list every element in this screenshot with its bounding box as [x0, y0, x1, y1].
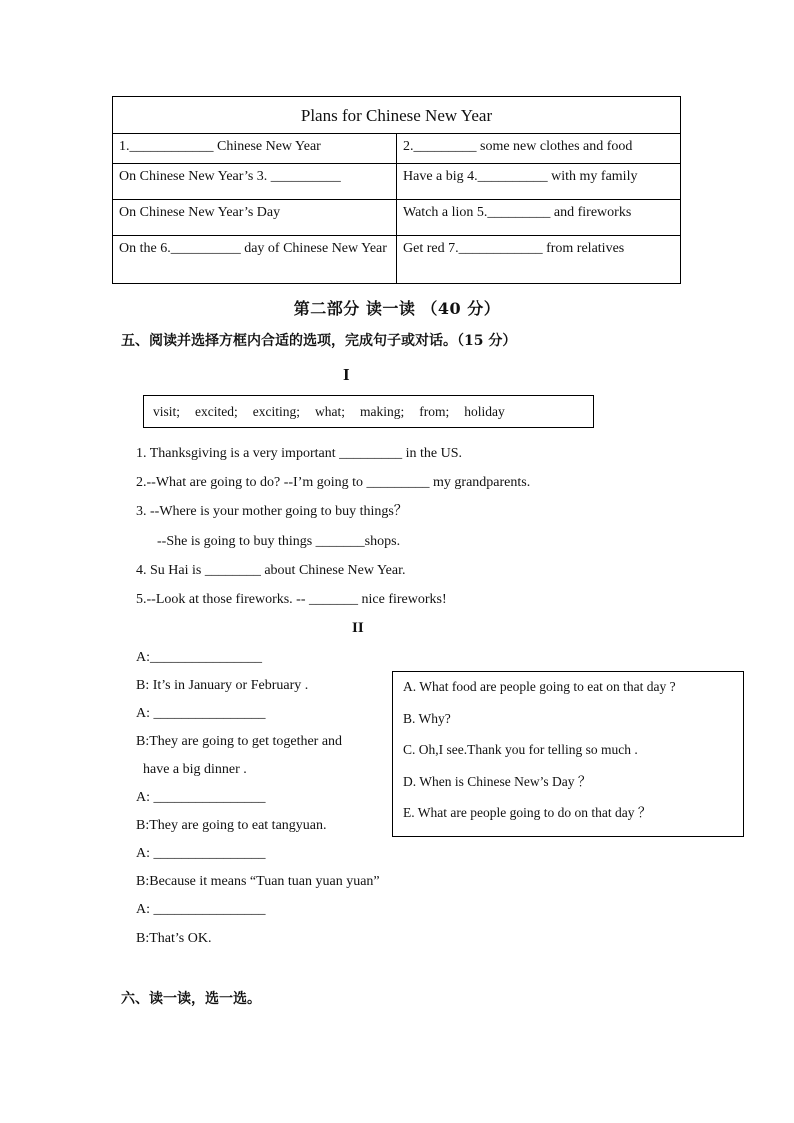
dialogue-line: A: ________________ — [136, 790, 266, 805]
table-cell: Watch a lion 5._________ and fireworks — [397, 200, 681, 236]
dialogue-line: B:Because it means “Tuan tuan yuan yuan” — [136, 874, 380, 889]
word-bank-item: excited; — [195, 403, 238, 419]
word-bank-item: from; — [419, 403, 450, 419]
part-two-title: 第二部分 读一读 （40 分） — [293, 299, 501, 318]
word-bank-item: visit; — [153, 403, 181, 419]
dialogue-line: A: ________________ — [136, 846, 266, 861]
word-bank-item: holiday — [464, 403, 505, 419]
word-bank-item: exciting; — [252, 403, 300, 419]
options-box — [392, 671, 744, 837]
table-cell: On the 6.__________ day of Chinese New Year — [113, 236, 397, 284]
section6-heading: 六、读一读，选一选。 — [121, 991, 261, 1007]
section5-heading: 五、阅读并选择方框内合适的选项，完成句子或对话。（15 分） — [121, 333, 517, 349]
part1-label: I — [343, 365, 350, 384]
sentence-3: 3. --Where is your mother going to buy things？ — [136, 504, 408, 519]
sentence-3-answer: --She is going to buy things _______shops. — [157, 534, 401, 549]
table-cell: 2._________ some new clothes and food — [397, 134, 681, 164]
dialogue-line: A: ________________ — [136, 902, 266, 917]
dialogue-line: B:They are going to eat tangyuan. — [136, 818, 327, 833]
option-a: A. What food are people going to eat on that day ? — [403, 679, 676, 694]
word-bank-box — [143, 395, 594, 428]
dialogue-line: A:________________ — [136, 650, 262, 665]
sentence-4: 4. Su Hai is ________ about Chinese New Year. — [136, 563, 406, 578]
table-cell: Have a big 4.__________ with my family — [397, 164, 681, 200]
dialogue-line: B:They are going to get together and — [136, 734, 343, 749]
plans-table-title: Plans for Chinese New Year — [113, 97, 681, 134]
table-cell: On Chinese New Year’s Day — [113, 200, 397, 236]
option-c: C. Oh,I see.Thank you for telling so much . — [403, 742, 638, 757]
word-bank-item: making; — [360, 403, 405, 419]
option-b: B. Why? — [403, 710, 451, 726]
table-cell: On Chinese New Year’s 3. __________ — [113, 164, 397, 200]
sentence-2: 2.--What are going to do? --I’m going to _________ my grandparents. — [136, 475, 531, 490]
dialogue-line: B:That’s OK. — [136, 931, 212, 946]
dialogue-line: have a big dinner . — [143, 762, 247, 777]
dialogue-line: B: It’s in January or February . — [136, 678, 309, 693]
part2-label: II — [352, 620, 364, 636]
dialogue-line: A: ________________ — [136, 706, 266, 721]
table-cell: Get red 7.____________ from relatives — [397, 236, 681, 284]
plans-table — [112, 96, 681, 284]
sentence-5: 5.--Look at those fireworks. -- _______ nice fireworks! — [136, 592, 447, 607]
table-cell: 1.____________ Chinese New Year — [113, 134, 397, 164]
option-e: E. What are people going to do on that day ？ — [403, 805, 652, 820]
word-bank-item: what; — [315, 403, 345, 419]
option-d: D. When is Chinese New’s Day ？ — [403, 773, 592, 789]
sentence-1: 1. Thanksgiving is a very important _________ in the US. — [136, 446, 462, 461]
